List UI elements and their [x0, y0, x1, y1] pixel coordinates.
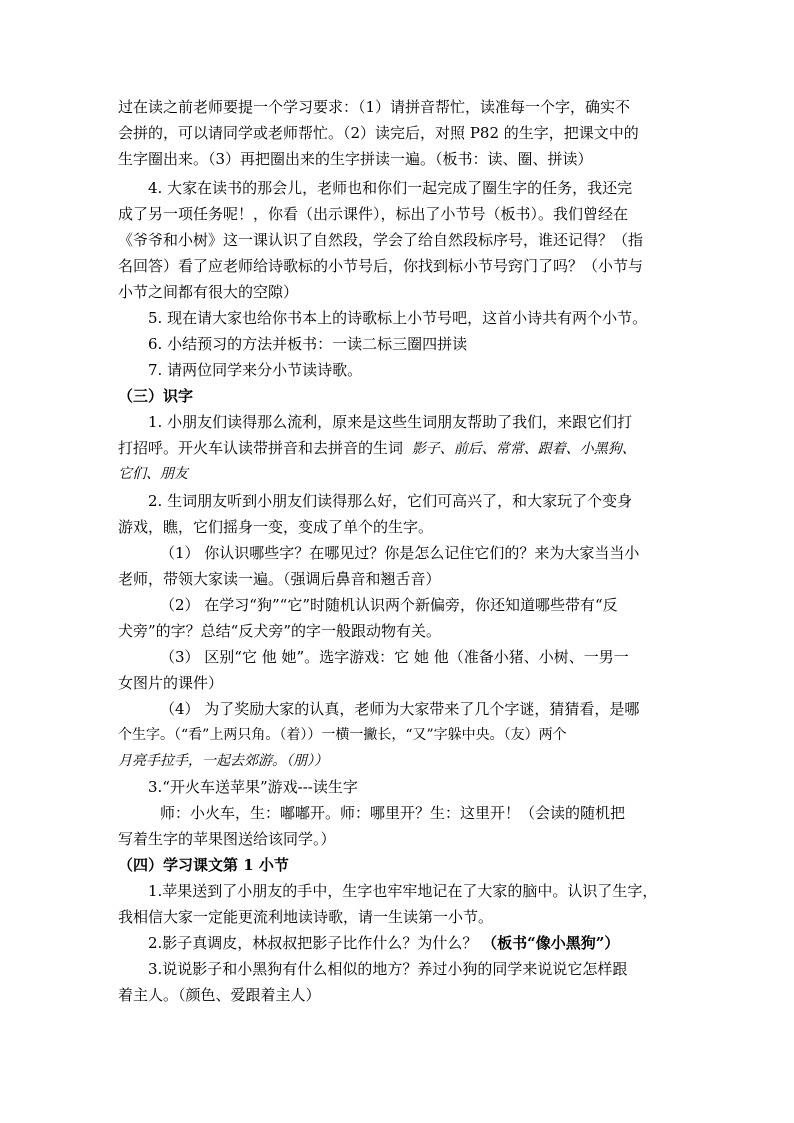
text-line: （3） 区别“它 他 她”。选字游戏：它 她 他（准备小猪、小树、一男一 [160, 648, 629, 666]
text-line: 我相信大家一定能更流利地读诗歌，请一生读第一小节。 [118, 908, 494, 926]
text-line: 名回答）看了应老师给诗歌标的小节号后，你找到标小节号窍门了吗？（小节与 [118, 257, 644, 275]
text-line: （4） 为了奖励大家的认真，老师为大家带来了几个字谜，猜猜看，是哪 [160, 700, 640, 718]
word-list: 影子、前后、常常、跟着、小黑狗、 [411, 441, 636, 457]
text-line: 7. 请两位同学来分小节读诗歌。 [148, 361, 363, 379]
text-line: 1.苹果送到了小朋友的手中，生字也牢牢地记在了大家的脑中。认识了生字， [148, 882, 658, 900]
text-line: 会拼的，可以请同学或老师帮忙。（2）读完后，对照 P82 的生字，把课文中的 [118, 124, 639, 142]
text-line: 成了另一项任务呢！，你看（出示课件），标出了小节号（板书）。我们曾经在 [118, 205, 629, 223]
text-line: 游戏，瞧，它们摇身一变，变成了单个的生字。 [118, 518, 434, 536]
text-line [118, 437, 636, 461]
text-line: 3.“开火车送苹果”游戏---读生字 [148, 778, 358, 796]
text-span: 2.影子真调皮，林叔叔把影子比作什么？为什么？ [148, 934, 478, 952]
text-line: （1） 你认识哪些字？在哪见过？你是怎么记住它们的？来为大家当当小 [160, 544, 640, 562]
text-line: 写着生字的苹果图送给该同学。） [118, 830, 336, 848]
text-line: 过在读之前老师要提一个学习要求：（1）请拼音帮忙，读准每一个字，确实不 [118, 98, 631, 116]
text-line: 师：小火车，生：嘟嘟开。师：哪里开？生：这里开！（会读的随机把 [160, 804, 626, 822]
section-heading: （四）学习课文第 1 小节 [118, 856, 289, 874]
text-line: 犬旁”的字？总结“反犬旁”的字一般跟动物有关。 [118, 622, 442, 640]
text-line: 小节之间都有很大的空隙） [118, 283, 299, 301]
text-line: 5. 现在请大家也给你书本上的诗歌标上小节号吧，这首小诗共有两个小节。 [148, 309, 648, 327]
text-line: 个生字。（“看”上两只角。（着））一横一撇长，“又”字躲中央。（友）两个 [118, 727, 567, 743]
text-line: 《爷爷和小树》这一课认识了自然段，学会了给自然段标序号，谁还记得？（指 [118, 231, 644, 249]
text-line: 3.说说影子和小黑狗有什么相似的地方？养过小狗的同学来说说它怎样跟 [148, 960, 628, 978]
word-list: 它们、朋友 [118, 466, 188, 482]
text-line: 着主人。（颜色、爱跟着主人） [118, 986, 321, 1004]
section-heading: （三）识字 [118, 387, 194, 405]
text-line: （2） 在学习“狗”“它”时随机认识两个新偏旁，你还知道哪些带有“反 [160, 596, 618, 614]
text-line: 生字圈出来。（3）再把圈出来的生字拼读一遍。（板书：读、圈、拼读） [118, 150, 593, 168]
text-line [148, 932, 619, 956]
text-line: 6. 小结预习的方法并板书：一读二标三圈四拼读 [148, 335, 468, 353]
blackboard-note: （板书“像小黑狗”） [482, 934, 620, 952]
text-line: 月亮手拉手，一起去郊游。（朋）） [118, 753, 328, 769]
text-line: 老师，带领大家读一遍。（强调后鼻音和翘舌音） [118, 570, 441, 588]
text-line: 4. 大家在读书的那会儿，老师也和你们一起完成了圈生字的任务，我还完 [148, 179, 633, 197]
text-span: 打招呼。开火车认读带拼音和去拼音的生词 [118, 439, 404, 457]
text-line: 女图片的课件） [118, 674, 224, 692]
text-line: 2. 生词朋友听到小朋友们读得那么好，它们可高兴了，和大家玩了个变身 [148, 492, 633, 510]
text-line: 1. 小朋友们读得那么流利，原来是这些生词朋友帮助了我们，来跟它们打 [148, 413, 633, 431]
